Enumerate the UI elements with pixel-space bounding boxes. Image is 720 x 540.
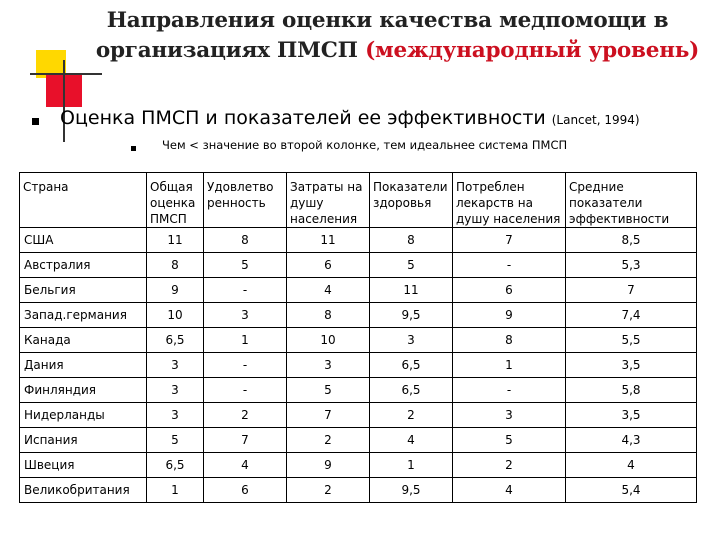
section-heading bbox=[60, 107, 640, 129]
value-cell: 11 bbox=[287, 228, 370, 253]
country-cell: Нидерланды bbox=[20, 403, 147, 428]
value-cell: 8 bbox=[453, 328, 566, 353]
value-cell: 3 bbox=[453, 403, 566, 428]
value-cell: 9 bbox=[287, 453, 370, 478]
value-cell: 8,5 bbox=[566, 228, 697, 253]
sub-note: Чем < значение во второй колонке, тем идеальнее система ПМСП bbox=[162, 138, 568, 152]
value-cell: 3 bbox=[147, 403, 204, 428]
table-row bbox=[20, 478, 697, 503]
value-cell: 4 bbox=[287, 278, 370, 303]
value-cell: 9,5 bbox=[370, 478, 453, 503]
table-row bbox=[20, 378, 697, 403]
table-row bbox=[20, 228, 697, 253]
column-header: Страна bbox=[20, 173, 147, 228]
decor-horizontal-line bbox=[30, 73, 102, 75]
table-row bbox=[20, 428, 697, 453]
country-cell: Швеция bbox=[20, 453, 147, 478]
value-cell: 8 bbox=[147, 253, 204, 278]
table-body bbox=[20, 228, 697, 503]
value-cell: 4 bbox=[204, 453, 287, 478]
table-header-row bbox=[20, 173, 697, 228]
value-cell: 4 bbox=[370, 428, 453, 453]
value-cell: 2 bbox=[453, 453, 566, 478]
country-cell: Испания bbox=[20, 428, 147, 453]
country-cell: Финляндия bbox=[20, 378, 147, 403]
sub-bullet-square-icon bbox=[131, 146, 136, 151]
value-cell: 3 bbox=[287, 353, 370, 378]
value-cell: 7 bbox=[566, 278, 697, 303]
value-cell: 1 bbox=[204, 328, 287, 353]
column-header: Удовлетво ренность bbox=[204, 173, 287, 228]
title-line-1: Направления оценки качества медпомощи в bbox=[106, 8, 669, 33]
value-cell: 3 bbox=[147, 378, 204, 403]
country-cell: Великобритания bbox=[20, 478, 147, 503]
value-cell: 6 bbox=[287, 253, 370, 278]
value-cell: 11 bbox=[147, 228, 204, 253]
table-row bbox=[20, 328, 697, 353]
value-cell: 3,5 bbox=[566, 353, 697, 378]
value-cell: 6,5 bbox=[147, 453, 204, 478]
value-cell: 3,5 bbox=[566, 403, 697, 428]
table-row bbox=[20, 278, 697, 303]
value-cell: 2 bbox=[370, 403, 453, 428]
value-cell: 2 bbox=[287, 478, 370, 503]
value-cell: 7,4 bbox=[566, 303, 697, 328]
value-cell: 3 bbox=[370, 328, 453, 353]
value-cell: 5 bbox=[204, 253, 287, 278]
value-cell: 6 bbox=[453, 278, 566, 303]
ratings-table bbox=[19, 172, 697, 503]
column-header: Потреблен лекарств на душу населения bbox=[453, 173, 566, 228]
section-heading-citation: (Lancet, 1994) bbox=[551, 113, 640, 127]
value-cell: 5,4 bbox=[566, 478, 697, 503]
value-cell: 5,3 bbox=[566, 253, 697, 278]
value-cell: 9 bbox=[147, 278, 204, 303]
value-cell: 2 bbox=[204, 403, 287, 428]
value-cell: 4 bbox=[566, 453, 697, 478]
country-cell: Канада bbox=[20, 328, 147, 353]
value-cell: 3 bbox=[204, 303, 287, 328]
country-cell: Запад.германия bbox=[20, 303, 147, 328]
column-header: Средние показатели эффективности bbox=[566, 173, 697, 228]
value-cell: 7 bbox=[287, 403, 370, 428]
value-cell: 2 bbox=[287, 428, 370, 453]
table-row bbox=[20, 253, 697, 278]
value-cell: 9,5 bbox=[370, 303, 453, 328]
value-cell: 1 bbox=[370, 453, 453, 478]
value-cell: 3 bbox=[147, 353, 204, 378]
value-cell: - bbox=[453, 378, 566, 403]
bullet-square-icon bbox=[32, 118, 39, 125]
table-row bbox=[20, 353, 697, 378]
value-cell: 8 bbox=[287, 303, 370, 328]
country-cell: США bbox=[20, 228, 147, 253]
value-cell: 6 bbox=[204, 478, 287, 503]
value-cell: 8 bbox=[204, 228, 287, 253]
value-cell: 1 bbox=[147, 478, 204, 503]
value-cell: 6,5 bbox=[370, 353, 453, 378]
table-row bbox=[20, 403, 697, 428]
value-cell: 10 bbox=[287, 328, 370, 353]
value-cell: 10 bbox=[147, 303, 204, 328]
title-line-2 bbox=[60, 36, 715, 66]
section-heading-text: Оценка ПМСП и показателей ее эффективности bbox=[60, 107, 546, 129]
value-cell: 5,8 bbox=[566, 378, 697, 403]
value-cell: - bbox=[204, 353, 287, 378]
value-cell: 1 bbox=[453, 353, 566, 378]
value-cell: 7 bbox=[204, 428, 287, 453]
value-cell: 5 bbox=[370, 253, 453, 278]
value-cell: 5,5 bbox=[566, 328, 697, 353]
value-cell: 4 bbox=[453, 478, 566, 503]
table-row bbox=[20, 453, 697, 478]
value-cell: - bbox=[204, 378, 287, 403]
value-cell: 6,5 bbox=[370, 378, 453, 403]
column-header: Общая оценка ПМСП bbox=[147, 173, 204, 228]
value-cell: 6,5 bbox=[147, 328, 204, 353]
value-cell: 5 bbox=[453, 428, 566, 453]
value-cell: 9 bbox=[453, 303, 566, 328]
title-line-2-main: организациях ПМСП bbox=[95, 38, 358, 63]
value-cell: 8 bbox=[370, 228, 453, 253]
table-row bbox=[20, 303, 697, 328]
value-cell: 11 bbox=[370, 278, 453, 303]
page-title bbox=[60, 6, 715, 66]
value-cell: 4,3 bbox=[566, 428, 697, 453]
value-cell: - bbox=[453, 253, 566, 278]
country-cell: Дания bbox=[20, 353, 147, 378]
value-cell: 5 bbox=[287, 378, 370, 403]
value-cell: 5 bbox=[147, 428, 204, 453]
column-header: Показатели здоровья bbox=[370, 173, 453, 228]
value-cell: 7 bbox=[453, 228, 566, 253]
value-cell: - bbox=[204, 278, 287, 303]
title-line-2-highlight: (международный уровень) bbox=[365, 38, 700, 63]
column-header: Затраты на душу населения bbox=[287, 173, 370, 228]
country-cell: Бельгия bbox=[20, 278, 147, 303]
country-cell: Австралия bbox=[20, 253, 147, 278]
